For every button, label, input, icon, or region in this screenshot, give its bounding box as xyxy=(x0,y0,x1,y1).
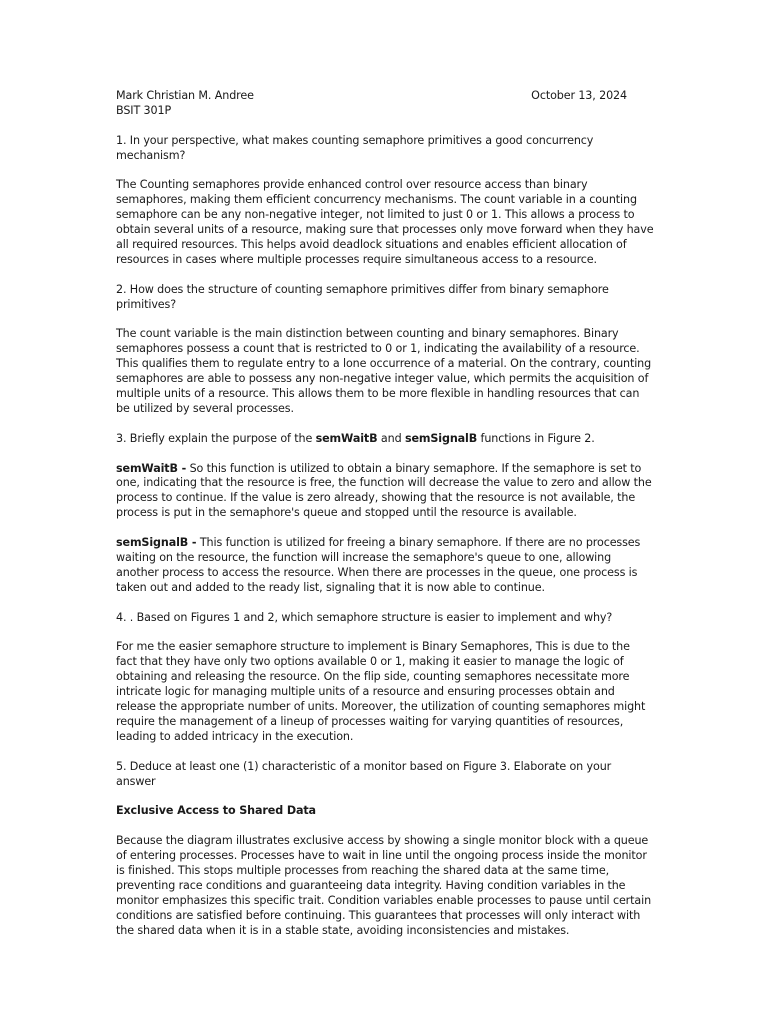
question-4: 4. . Based on Figures 1 and 2, which semaphore structure is easier to implement and why? xyxy=(116,610,613,624)
term-semwaitb: semWaitB xyxy=(315,431,378,445)
question-3 xyxy=(116,432,654,447)
question-3-prefix: 3. Briefly explain the purpose of the xyxy=(116,431,316,445)
question-5: 5. Deduce at least one (1) characteristic of a monitor based on Figure 3. Elaborate on your answer xyxy=(116,759,612,788)
answer-3-semsignalb xyxy=(116,536,654,596)
header-row xyxy=(116,89,654,104)
answer-3-semwaitb xyxy=(116,462,654,522)
semwaitb-label: semWaitB - xyxy=(116,461,187,475)
answer-2: The count variable is the main distinction between counting and binary semaphores. Binary semaphores possess a count that is restricted to 0 or 1, indicating the availability of a resource. This qualifies them to regulate entry to a lone occurrence of a material. On the contrary, counting semaphores are able to possess any non-negative integer value, which permits the acquisition of multiple units of a resource. This allows them to be more flexible in handling resources that can be utilized by several processes. xyxy=(116,327,652,415)
answer-1: The Counting semaphores provide enhanced control over resource access than binary semaphores, making them efficient concurrency mechanisms. The count variable in a counting semaphore can be any non-negative integer, not limited to just 0 or 1. This allows a process to obtain several units of a resource, making sure that processes only move forward when they have all required resources. This helps avoid deadlock situations and enables efficient allocation of resources in cases where multiple processes require simultaneous access to a resource. xyxy=(116,178,654,266)
semsignalb-text: This function is utilized for freeing a binary semaphore. If there are no processes waiting on the resource, the function will increase the semaphore's queue to one, allowing another process to access the resource. When there are processes in the queue, one process is taken out and added to the ready list, signaling that it is now able to continue. xyxy=(116,536,641,594)
author-name: Mark Christian M. Andree xyxy=(116,89,254,102)
answer-5: Because the diagram illustrates exclusive access by showing a single monitor block with a queue of entering processes. Processes have to wait in line until the ongoing process inside the monitor is finished. This stops multiple processes from reaching the shared data at the same time, preventing race conditions and guaranteeing data integrity. Having condition variables in the monitor emphasizes this specific trait. Condition variables enable processes to pause until certain conditions are satisfied before continuing. This guarantees that processes will only interact with the shared data when it is in a stable state, avoiding inconsistencies and mistakes. xyxy=(116,834,652,937)
question-2: 2. How does the structure of counting semaphore primitives differ from binary semaphore primitives? xyxy=(116,282,609,311)
document-date: October 13, 2024 xyxy=(531,89,627,102)
question-3-suffix: functions in Figure 2. xyxy=(477,431,595,445)
section-heading-exclusive-access: Exclusive Access to Shared Data xyxy=(116,804,316,818)
answer-4: For me the easier semaphore structure to implement is Binary Semaphores, This is due to the fact that they have only two options available 0 or 1, making it easier to manage the logic of obtaining and releasing the resource. On the flip side, counting semaphores necessitate more intricate logic for managing multiple units of a resource and ensuring processes obtain and release the appropriate number of units. Moreover, the utilization of counting semaphores might require the management of a lineup of processes waiting for varying quantities of resources, leading to added intricacy in the execution. xyxy=(116,640,646,743)
author-section: BSIT 301P xyxy=(116,103,172,117)
document-page xyxy=(116,89,654,938)
question-3-mid: and xyxy=(377,431,405,445)
semsignalb-label: semSignalB - xyxy=(116,536,197,550)
question-1: 1. In your perspective, what makes counting semaphore primitives a good concurrency mechanism? xyxy=(116,133,594,162)
term-semsignalb: semSignalB xyxy=(404,431,478,445)
semwaitb-text: So this function is utilized to obtain a binary semaphore. If the semaphore is set to one, indicating that the resource is free, the function will decrease the value to zero and allow the process to continue. If the value is zero already, showing that the resource is not available, the process is put in the semaphore's queue and stopped until the resource is available. xyxy=(116,461,652,520)
